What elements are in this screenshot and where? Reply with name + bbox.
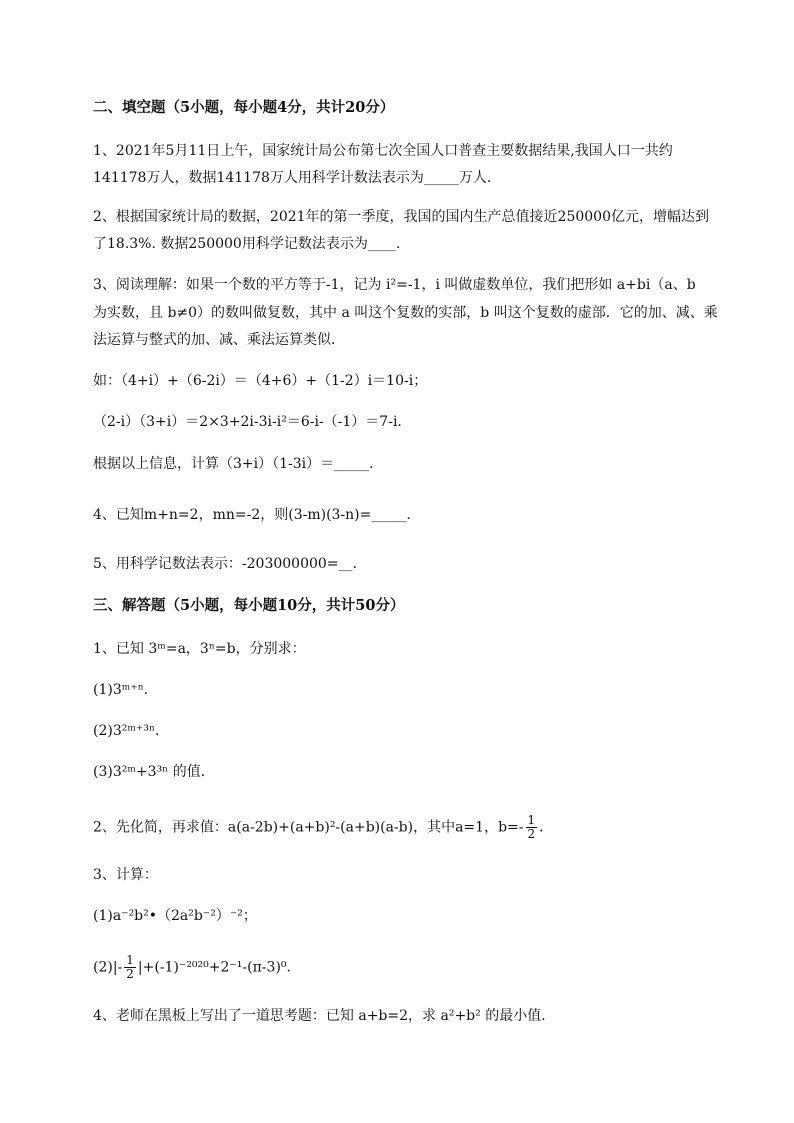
fill-q2-line1: 2、根据国家统计局的数据，2021年的第一季度，我国的国内生产总值接近250000亿元，增幅达到: [93, 209, 709, 225]
abs-half-fraction: $\frac{1}{2}$: [126, 953, 134, 981]
solve-q4: 4、老师在黑板上写出了一道思考题：已知 a+b=2，求 a²+b² 的最小值．: [93, 1008, 556, 1024]
solve-q2: [93, 814, 553, 841]
fill-q5: 5、用科学记数法表示：-203000000=__.: [93, 556, 357, 572]
solve-q1-stem: 1、已知 3ᵐ=a，3ⁿ=b，分别求：: [93, 641, 306, 657]
solve-q1-part3: (3)3²ᵐ+3³ⁿ 的值．: [93, 764, 215, 780]
fill-blank-heading: 二、填空题（5小题，每小题4分，共计20分）: [93, 99, 395, 116]
fill-q2-line2: 了18.3%. 数据250000用科学记数法表示为____.: [93, 236, 401, 252]
solve-q3-part2-pre: (2)|-: [93, 959, 123, 976]
fill-q1-line1: 1、2021年5月11日上午，国家统计局公布第七次全国人口普查主要数据结果,我国人口一共约: [93, 143, 673, 159]
solve-q2-text: 2、先化简，再求值：a(a-2b)+(a+b)²-(a+b)(a-b)，其中a=1，b=-: [93, 819, 524, 836]
fill-q3-example1: 如：（4+i）+（6-2i）＝（4+6）+（1-2）i＝10-i；: [93, 373, 428, 389]
solve-q3-part2: [93, 954, 301, 981]
fill-q3-line3: 法运算与整式的加、减、乘法运算类似．: [93, 332, 345, 348]
solve-q3-part2-post: |+(-1)⁻²⁰²⁰+2⁻¹-(π-3)⁰．: [137, 959, 301, 976]
fill-q3-line2: 为实数，且 b≠0）的数叫做复数，其中 a 叫这个复数的实部，b 叫这个复数的虚部．它的加、减、乘: [93, 305, 718, 321]
fill-q3-example2: （2-i）（3+i）＝2×3+2i-3i-i²＝6-i-（-1）＝7-i．: [93, 414, 412, 430]
solve-heading: 三、解答题（5小题，每小题10分，共计50分）: [93, 597, 405, 614]
solve-q3-stem: 3、计算：: [93, 867, 158, 883]
solve-q3-part1: (1)a⁻²b²•（2a²b⁻²）⁻²；: [93, 908, 257, 924]
fill-q1-line2: 141178万人，数据141178万人用科学计数法表示为_____万人．: [93, 170, 501, 186]
solve-q1-part2: (2)3²ᵐ⁺³ⁿ．: [93, 723, 169, 739]
half-fraction: $\frac{1}{2}$: [527, 813, 536, 841]
fill-q3-line1: 3、阅读理解：如果一个数的平方等于-1，记为 i²=-1，i 叫做虚数单位，我们把形如 a+bi（a、b: [93, 277, 696, 293]
solve-q1-part1: (1)3ᵐ⁺ⁿ．: [93, 682, 158, 698]
fill-q4: 4、已知m+n=2，mn=-2，则(3-m)(3-n)=_____.: [93, 507, 411, 523]
fill-q3-ask: 根据以上信息，计算（3+i）（1-3i）＝_____.: [93, 456, 374, 472]
solve-q2-end: ．: [539, 819, 554, 836]
